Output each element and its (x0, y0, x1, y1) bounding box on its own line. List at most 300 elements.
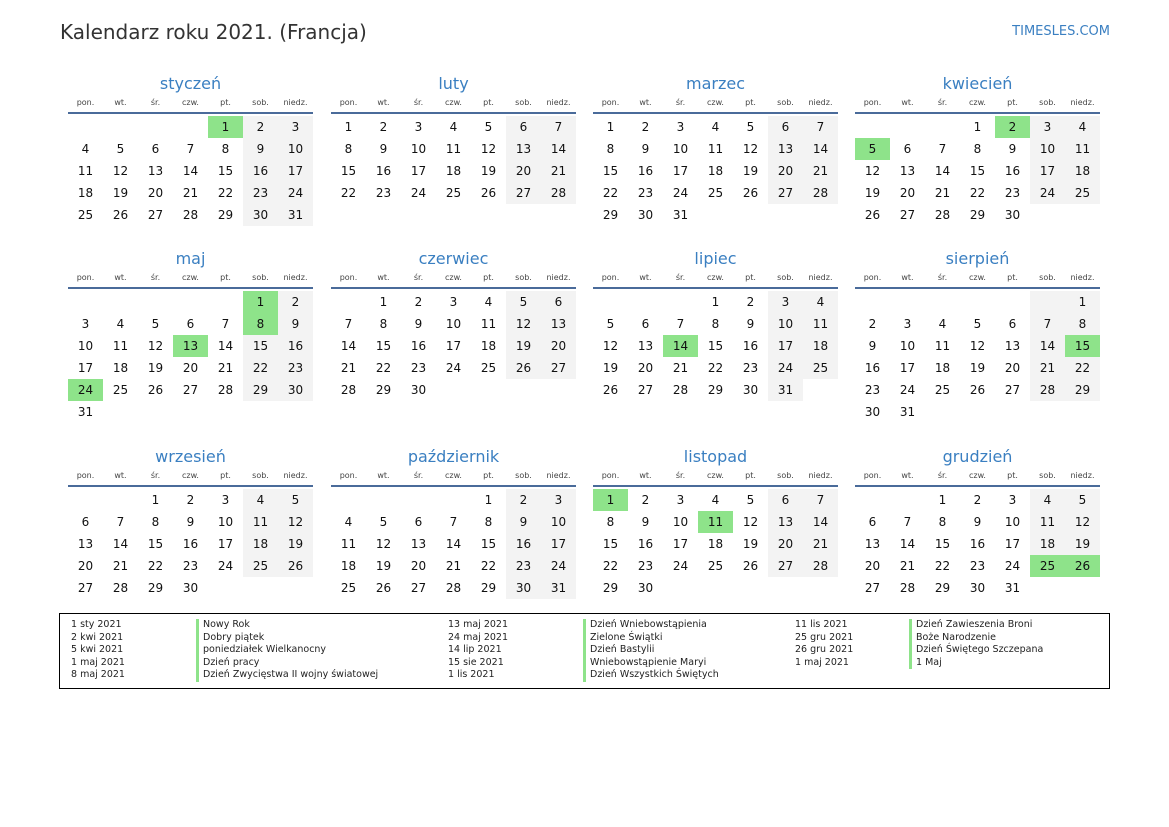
holiday-date: 24 maj 2021 (448, 631, 509, 643)
weekday-label: śr. (150, 273, 161, 282)
day-cell: 15 (934, 537, 951, 551)
month-2 (331, 73, 576, 204)
day-cell: 18 (340, 559, 357, 573)
day-cell: 14 (340, 339, 357, 353)
day-cell: 3 (903, 317, 912, 331)
day-cell: 5 (1065, 489, 1100, 511)
day-cell: 16 (742, 339, 759, 353)
day-cell: 1 (938, 493, 947, 507)
day-cell: 9 (506, 511, 541, 533)
day-cell: 19 (1065, 533, 1100, 555)
day-cell: 22 (340, 186, 357, 200)
empty-cell (138, 291, 173, 313)
day-cell: 13 (1004, 339, 1021, 353)
day-cell: 20 (768, 533, 803, 555)
weekday-label: śr. (150, 471, 161, 480)
day-cell: 31 (672, 208, 689, 222)
holiday-date: 13 maj 2021 (448, 619, 509, 630)
empty-cell (103, 291, 138, 313)
day-cell: 12 (1065, 511, 1100, 533)
day-cell: 4 (344, 515, 353, 529)
day-cell: 11 (112, 339, 129, 353)
month-name: listopad (683, 447, 748, 466)
weekday-label: pt. (483, 471, 494, 480)
weekday-label: pon. (601, 98, 620, 107)
day-cell: 8 (938, 515, 947, 529)
day-cell: 4 (1065, 116, 1100, 138)
header-divider (68, 112, 313, 114)
day-cell: 8 (606, 142, 615, 156)
day-cell: 8 (484, 515, 493, 529)
weekday-label: sob. (515, 471, 532, 480)
weekday-header (68, 96, 313, 110)
day-cell: 22 (480, 559, 497, 573)
day-cell: 10 (1030, 138, 1065, 160)
day-cell: 29 (243, 379, 278, 401)
day-cell: 7 (803, 116, 838, 138)
day-cell: 22 (375, 361, 392, 375)
day-cell: 27 (541, 357, 576, 379)
weekday-label: śr. (413, 273, 424, 282)
day-cell: 23 (637, 186, 654, 200)
day-cell: 14 (112, 537, 129, 551)
day-cell: 2 (243, 116, 278, 138)
weekday-header (331, 469, 576, 483)
weekday-label: pon. (76, 98, 95, 107)
day-cell: 23 (742, 361, 759, 375)
day-cell: 2 (186, 493, 195, 507)
day-cell: 2 (746, 295, 755, 309)
weekday-label: wt. (901, 471, 914, 480)
day-cell: 27 (768, 555, 803, 577)
day-cell: 1 (1065, 291, 1100, 313)
day-grid (855, 116, 1100, 226)
day-cell: 12 (969, 339, 986, 353)
day-cell: 28 (672, 383, 689, 397)
day-cell: 1 (711, 295, 720, 309)
day-cell: 26 (864, 208, 881, 222)
day-cell: 20 (1004, 361, 1021, 375)
weekday-header (855, 96, 1100, 110)
day-cell: 26 (112, 208, 129, 222)
empty-cell (68, 489, 103, 511)
weekday-label: sob. (1039, 273, 1056, 282)
empty-cell (138, 116, 173, 138)
day-cell: 2 (506, 489, 541, 511)
month-6 (331, 248, 576, 401)
day-grid (331, 291, 576, 401)
day-cell: 21 (899, 559, 916, 573)
day-cell: 14 (803, 138, 838, 160)
day-cell: 11 (445, 142, 462, 156)
day-cell: 21 (340, 361, 357, 375)
empty-cell (890, 116, 925, 138)
day-cell: 14 (934, 164, 951, 178)
day-cell: 17 (217, 537, 234, 551)
day-cell: 10 (768, 313, 803, 335)
day-cell: 3 (449, 295, 458, 309)
day-cell: 24 (899, 383, 916, 397)
weekday-label: niedz. (283, 273, 308, 282)
day-cell: 15 (602, 164, 619, 178)
holiday-date: 14 lip 2021 (448, 644, 502, 655)
site-link[interactable]: TIMESLES.COM (1012, 24, 1110, 39)
day-cell: 4 (711, 493, 720, 507)
empty-cell (890, 489, 925, 511)
day-cell: 27 (768, 182, 803, 204)
day-cell: 1 (973, 120, 982, 134)
day-cell: 5 (746, 120, 755, 134)
empty-cell (331, 291, 366, 313)
day-cell: 28 (182, 208, 199, 222)
day-cell: 3 (278, 116, 313, 138)
day-grid (68, 116, 313, 226)
day-cell: 20 (410, 559, 427, 573)
weekday-label: niedz. (808, 471, 833, 480)
day-cell: 17 (541, 533, 576, 555)
day-cell: 7 (938, 142, 947, 156)
day-cell: 31 (541, 577, 576, 599)
weekday-label: sob. (252, 273, 269, 282)
empty-cell (855, 116, 890, 138)
day-cell: 9 (243, 138, 278, 160)
day-cell: 15 (602, 537, 619, 551)
empty-cell (960, 291, 995, 313)
day-cell: 4 (116, 317, 125, 331)
empty-cell (331, 489, 366, 511)
day-cell: 9 (868, 339, 877, 353)
weekday-label: pon. (76, 273, 95, 282)
day-cell: 14 (803, 511, 838, 533)
holiday-day: 2 (995, 116, 1030, 138)
day-cell: 30 (864, 405, 881, 419)
day-cell: 13 (147, 164, 164, 178)
day-cell: 7 (541, 116, 576, 138)
day-cell: 11 (707, 142, 724, 156)
weekday-label: śr. (413, 471, 424, 480)
weekday-label: czw. (445, 98, 462, 107)
day-cell: 16 (969, 537, 986, 551)
holiday-day: 8 (243, 313, 278, 335)
weekday-label: sob. (777, 98, 794, 107)
day-cell: 13 (541, 313, 576, 335)
day-cell: 5 (151, 317, 160, 331)
header-divider (855, 287, 1100, 289)
day-cell: 30 (969, 581, 986, 595)
day-cell: 25 (445, 186, 462, 200)
header-divider (68, 485, 313, 487)
day-cell: 24 (541, 555, 576, 577)
month-name: kwiecień (942, 74, 1013, 93)
weekday-label: śr. (675, 471, 686, 480)
day-cell: 2 (414, 295, 423, 309)
day-cell: 31 (77, 405, 94, 419)
weekday-label: niedz. (808, 273, 833, 282)
day-cell: 31 (768, 379, 803, 401)
day-cell: 28 (112, 581, 129, 595)
day-cell: 20 (77, 559, 94, 573)
month-name: styczeń (159, 74, 222, 93)
weekday-label: czw. (182, 98, 199, 107)
day-cell: 23 (969, 559, 986, 573)
day-cell: 6 (81, 515, 90, 529)
holiday-name: Dzień Bastylii (583, 644, 654, 657)
holiday-date: 1 sty 2021 (71, 619, 122, 630)
day-cell: 13 (410, 537, 427, 551)
day-cell: 22 (934, 559, 951, 573)
weekday-label: pon. (339, 273, 358, 282)
day-cell: 12 (864, 164, 881, 178)
day-cell: 7 (344, 317, 353, 331)
day-cell: 28 (445, 581, 462, 595)
empty-cell (68, 291, 103, 313)
day-cell: 7 (449, 515, 458, 529)
weekday-label: pt. (483, 98, 494, 107)
day-cell: 10 (1004, 515, 1021, 529)
day-cell: 28 (340, 383, 357, 397)
day-cell: 25 (803, 357, 838, 379)
day-cell: 10 (541, 511, 576, 533)
day-cell: 24 (672, 559, 689, 573)
day-cell: 16 (278, 335, 313, 357)
day-cell: 31 (899, 405, 916, 419)
day-cell: 17 (768, 335, 803, 357)
month-1 (68, 73, 313, 226)
month-11 (593, 446, 838, 599)
day-cell: 6 (903, 142, 912, 156)
day-cell: 8 (379, 317, 388, 331)
day-cell: 6 (641, 317, 650, 331)
weekday-label: pt. (745, 273, 756, 282)
month-name: październik (407, 447, 500, 466)
day-cell: 1 (151, 493, 160, 507)
day-cell: 30 (243, 204, 278, 226)
weekday-label: wt. (114, 471, 127, 480)
day-cell: 30 (742, 383, 759, 397)
day-cell: 6 (1008, 317, 1017, 331)
day-cell: 22 (1065, 357, 1100, 379)
day-cell: 20 (768, 160, 803, 182)
weekday-label: czw. (707, 98, 724, 107)
day-cell: 26 (602, 383, 619, 397)
day-cell: 14 (182, 164, 199, 178)
day-cell: 26 (278, 555, 313, 577)
weekday-label: wt. (377, 471, 390, 480)
day-cell: 10 (445, 317, 462, 331)
day-cell: 3 (676, 493, 685, 507)
day-cell: 13 (768, 511, 803, 533)
weekday-label: śr. (937, 98, 948, 107)
weekday-label: sob. (515, 98, 532, 107)
weekday-label: wt. (377, 98, 390, 107)
day-cell: 18 (445, 164, 462, 178)
day-cell: 29 (480, 581, 497, 595)
day-cell: 9 (641, 515, 650, 529)
day-cell: 12 (602, 339, 619, 353)
header-divider (68, 287, 313, 289)
weekday-label: wt. (114, 273, 127, 282)
day-cell: 28 (217, 383, 234, 397)
day-cell: 9 (973, 515, 982, 529)
day-cell: 11 (1065, 138, 1100, 160)
weekday-label: wt. (901, 273, 914, 282)
month-8 (855, 248, 1100, 423)
day-cell: 12 (147, 339, 164, 353)
weekday-label: wt. (639, 273, 652, 282)
month-9 (68, 446, 313, 599)
day-cell: 16 (375, 164, 392, 178)
day-cell: 15 (375, 339, 392, 353)
day-cell: 23 (375, 186, 392, 200)
weekday-label: pon. (863, 471, 882, 480)
day-cell: 23 (637, 559, 654, 573)
day-cell: 12 (742, 142, 759, 156)
weekday-label: pt. (220, 471, 231, 480)
day-cell: 16 (182, 537, 199, 551)
day-cell: 8 (221, 142, 230, 156)
weekday-label: niedz. (283, 98, 308, 107)
day-cell: 7 (221, 317, 230, 331)
day-cell: 4 (81, 142, 90, 156)
empty-cell (663, 291, 698, 313)
day-cell: 23 (506, 555, 541, 577)
weekday-label: czw. (969, 273, 986, 282)
weekday-label: czw. (707, 471, 724, 480)
day-cell: 21 (445, 559, 462, 573)
day-cell: 2 (278, 291, 313, 313)
weekday-label: wt. (901, 98, 914, 107)
month-name: wrzesień (155, 447, 226, 466)
weekday-label: pon. (76, 471, 95, 480)
day-cell: 9 (186, 515, 195, 529)
empty-cell (890, 291, 925, 313)
holiday-date: 1 maj 2021 (795, 656, 849, 668)
holiday-day: 11 (698, 511, 733, 533)
day-cell: 16 (243, 160, 278, 182)
month-10 (331, 446, 576, 599)
holiday-name: Dzień Zawieszenia Broni (909, 619, 1032, 632)
day-cell: 5 (973, 317, 982, 331)
day-cell: 15 (707, 339, 724, 353)
day-cell: 14 (445, 537, 462, 551)
day-cell: 27 (147, 208, 164, 222)
holiday-day: 13 (173, 335, 208, 357)
day-cell: 29 (375, 383, 392, 397)
day-cell: 21 (217, 361, 234, 375)
day-cell: 30 (410, 383, 427, 397)
weekday-header (855, 271, 1100, 285)
weekday-header (593, 271, 838, 285)
day-cell: 19 (742, 537, 759, 551)
day-cell: 6 (151, 142, 160, 156)
day-cell: 24 (672, 186, 689, 200)
day-cell: 29 (602, 581, 619, 595)
holiday-name: Nowy Rok (196, 619, 250, 632)
day-cell: 9 (379, 142, 388, 156)
day-cell: 25 (112, 383, 129, 397)
weekday-header (68, 469, 313, 483)
day-cell: 6 (768, 116, 803, 138)
day-cell: 20 (637, 361, 654, 375)
header-divider (331, 112, 576, 114)
day-cell: 29 (969, 208, 986, 222)
day-cell: 17 (278, 160, 313, 182)
day-cell: 18 (707, 164, 724, 178)
day-cell: 11 (480, 317, 497, 331)
holiday-name: Dzień Wniebowstąpienia (583, 619, 707, 632)
day-cell: 1 (484, 493, 493, 507)
month-name: grudzień (942, 447, 1013, 466)
month-name: czerwiec (418, 249, 489, 268)
holiday-name: Dzień pracy (196, 657, 259, 670)
day-cell: 18 (1065, 160, 1100, 182)
holiday-name: 1 Maj (909, 657, 942, 670)
day-cell: 10 (217, 515, 234, 529)
weekday-label: czw. (445, 273, 462, 282)
day-cell: 23 (864, 383, 881, 397)
day-cell: 2 (868, 317, 877, 331)
day-grid (68, 489, 313, 599)
day-cell: 19 (864, 186, 881, 200)
day-cell: 3 (1030, 116, 1065, 138)
day-grid (331, 116, 576, 204)
month-7 (593, 248, 838, 401)
day-cell: 26 (375, 581, 392, 595)
day-cell: 24 (278, 182, 313, 204)
day-cell: 2 (641, 120, 650, 134)
day-cell: 30 (1004, 208, 1021, 222)
day-cell: 26 (742, 186, 759, 200)
weekday-label: pt. (745, 471, 756, 480)
day-cell: 16 (864, 361, 881, 375)
day-cell: 24 (445, 361, 462, 375)
day-cell: 20 (147, 186, 164, 200)
day-cell: 19 (480, 164, 497, 178)
day-cell: 17 (899, 361, 916, 375)
weekday-label: śr. (937, 471, 948, 480)
day-cell: 18 (77, 186, 94, 200)
weekday-label: sob. (777, 273, 794, 282)
day-cell: 29 (1065, 379, 1100, 401)
day-cell: 22 (602, 186, 619, 200)
weekday-label: pon. (339, 98, 358, 107)
month-3 (593, 73, 838, 226)
day-cell: 11 (243, 511, 278, 533)
holiday-name: poniedziałek Wielkanocny (196, 644, 326, 657)
holiday-date: 25 gru 2021 (795, 631, 854, 643)
day-cell: 10 (278, 138, 313, 160)
day-cell: 3 (541, 489, 576, 511)
weekday-label: sob. (1039, 471, 1056, 480)
day-cell: 15 (147, 537, 164, 551)
day-cell: 5 (606, 317, 615, 331)
weekday-label: sob. (1039, 98, 1056, 107)
day-grid (593, 116, 838, 226)
weekday-label: sob. (252, 98, 269, 107)
empty-cell (173, 116, 208, 138)
day-cell: 19 (147, 361, 164, 375)
day-cell: 21 (112, 559, 129, 573)
day-cell: 10 (672, 515, 689, 529)
day-cell: 22 (217, 186, 234, 200)
day-cell: 3 (676, 120, 685, 134)
day-cell: 29 (707, 383, 724, 397)
weekday-label: niedz. (1070, 98, 1095, 107)
weekday-label: sob. (252, 471, 269, 480)
day-cell: 19 (969, 361, 986, 375)
day-cell: 13 (864, 537, 881, 551)
weekday-label: pt. (745, 98, 756, 107)
